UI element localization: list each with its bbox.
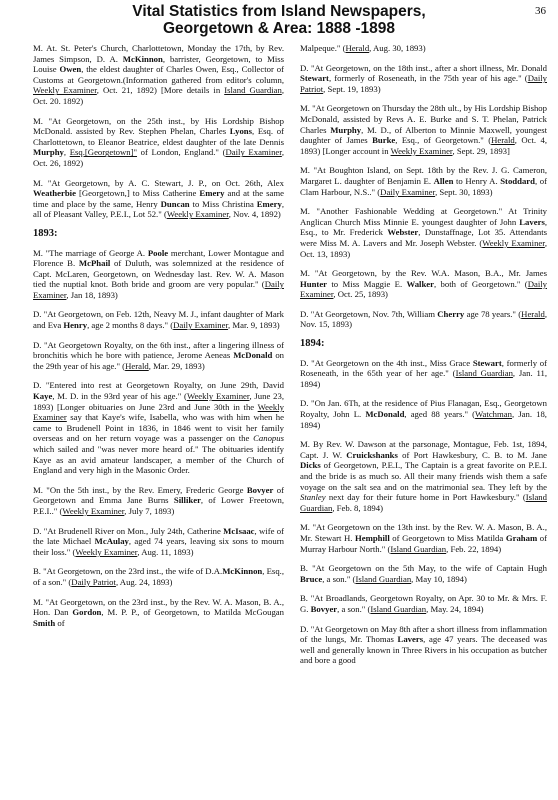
entry: D. "At Georgetown on the 4th inst., Miss Grace Stewart, formerly of Roseneath, in the 65th year of her age." (Island Guardian, Jan. 11, 1894) [300,357,547,389]
entry: M. "On the 5th inst., by the Rev. Emery, Frederic George Bovyer of Georgetown and Emma Jane Burns Silliker, of Lower Freetown, P.E.I.." (Weekly Examiner, July 7, 1893) [33,484,284,516]
entry: B. "At Georgetown, on the 23rd inst., the wife of D.A.McKinnon, Esq., of a son." (Daily Patriot, Aug. 24, 1893) [33,566,285,587]
entry: D. "At Brudenell River on Mon., July 24th, Catherine McIsaac, wife of the late Michael McAulay, aged 74 years, leaving six sons to mourn their loss." (Weekly Examiner, Aug. 11, 1893) [33,525,284,557]
entry: M. "At Georgetown, by the Rev. W.A. Mason, B.A., Mr. James Hunter to Miss Maggie E. Walker, both of Georgetown." (Daily Examiner, Oct. 25, 1893) [300,268,547,300]
entry: D. "At Georgetown Royalty, on the 6th inst., after a lingering illness of bronchitis which he bore with patience, Jerome Aeneas McDonald on the 29th year of his age." (Herald, Mar. 29, 1893) [33,339,285,371]
year-heading-1894: 1894: [300,338,325,350]
page-title [0,3,558,37]
entry: Malpeque." (Herald, Aug. 30, 1893) [300,43,426,53]
entry: M. "Another Fashionable Wedding at Georgetown." At Trinity Anglican Church Miss Minnie E. youngest daughter of John Lavers, Esq., to Mr. Frederick Webster, Dunstaffnage, Lot 35. Attendants were Miss M. A. Lavers and Mr. Joseph Webster. (Weekly Examiner, Oct. 13, 1893) [300,206,547,259]
entry: D. "At Georgetown, on Feb. 12th, Neavy M. J., infant daughter of Mark and Eva Henry, age 2 months 8 days." (Daily Examiner, Mar. 9, 1893) [33,309,284,331]
left-column [33,43,284,637]
entry: M. "At Georgetown, by A. C. Stewart, J. P., on Oct. 26th, Alex Weatherbie [Georgetown,] to Miss Catherine Emery and at the same time and place by the same, Henry Duncan to Miss Christina Emery, all of Pleasant Valley, P.E.I., Lot 52." (Weekly Examiner, Nov. 4, 1892) [33,177,285,220]
entry: D. "At Georgetown, on the 18th inst., after a short illness, Mr. Donald Stewart, formerly of Roseneath, in the 75th year of his age." (Daily Patriot, Sept. 19, 1893) [300,62,547,94]
entry: D. "On Jan. 6Th, at the residence of Pius Flanagan, Esq., Georgetown Royalty, John L. McDonald, aged 88 years." (Watchman, Jan. 18, 1894) [300,398,547,430]
entry: M. "At Boughton Island, on Sept. 18th by the Rev. J. G. Cameron, Margaret L. daughter of Benjamin E. Allen to Henry A. Stoddard, of Clam Harbour, N.S.." (Daily Examiner, Sept. 30, 1893) [300,165,547,197]
title-line-1: Vital Statistics from Island Newspapers, [132,3,426,20]
entry: M. "The marriage of George A. Poole merchant, Lower Montague and Florence B. McPhail of Duluth, was solemnized at the residence of Capt. McLaren, Georgetown, on Wednesday last. Rev. W. A. Mason tied the nuptial knot. Both bride and groom are very popular." (Daily Examiner, Jan 18, 1893) [33,247,285,300]
entry: M. "At Georgetown, on the 25th inst., by His Lordship Bishop McDonald. assisted by Rev. Stephen Phelan, Charles Lyons, Esq. of Charlottetown, to Eleanor Beatrice, eldest daughter of the late Dennis Murphy, Esq.[Georgetown]" of London, England." (Daily Examiner, Oct. 26, 1892) [33,115,285,168]
page-number: 36 [535,5,546,17]
entry: M. By Rev. W. Dawson at the parsonage, Montague, Feb. 1st, 1894, Capt. J. W. Cruickshanks of Port Hawkesbury, C. B. to M. Jane Dicks of Georgetown, P.E.I., The Captain is a great favorite on P.E.I. and the bride is as much so. All their many friends wish them a safe voyage on the salt sea and on the matrimonial sea. They left by the Stanley next day for their future home in Port Hawkesbury." (Island Guardian, Feb. 8, 1894) [300,439,547,513]
entry: D. "At Georgetown, Nov. 7th, William Cherry age 78 years." (Herald, Nov. 15, 1893) [300,308,547,330]
entry: D. "Entered into rest at Georgetown Royalty, on June 29th, David Kaye, M. D. in the 93rd year of his age." (Weekly Examiner, June 23, 1893) [Longer obituaries on June 23rd and June 30th in the Weekly Examiner say that Kaye's wife, Isabella, who was with him when he came to Brudenell Point in 1836, in 1846 went to visit her family overseas and on her return voyage was a passenger on the Canopus which sailed and "was never more heard of." The obituaries identify Kaye as an avid amateur landscaper, a member of the Church of England and very high in the Masonic Order. [33,380,284,476]
entry: M. "At Georgetown on the 13th inst. by the Rev. W. A. Mason, B. A., Mr. Stewart H. Hemphill of Georgetown to Miss Matilda Graham of Murray Harbour North." (Island Guardian, Feb. 22, 1894) [300,522,548,554]
entry: M. "At Georgetown, on the 23rd inst., by the Rev. W. A. Mason, B. A., Hon. Dan Gordon, M. P. P., of Georgetown, to Matilda McGougan Smith of [33,596,285,628]
entry: M. At. St. Peter's Church, Charlottetown, Monday the 17th, by Rev. James Simpson, D. A. McKinnon, barrister, Georgetown, to Miss Louise Owen, the eldest daughter of Charles Owen, Esq., Collector of Customs at Georgetown.(Information gathered from editor's column, Weekly Examiner, Oct. 21, 1892) [More details in Island Guardian, Oct. 20. 1892) [33,43,284,106]
right-column [300,43,547,675]
entry: D. "At Georgetown on May 8th after a short illness from inflammation of the lungs, Mr. Thomas Lavers, age 47 years. The deceased was well and generally known in Three Rivers in his occupation as butcher and bore a good [300,623,548,666]
title-line-2: Georgetown & Area: 1888 -1898 [162,20,395,37]
entry: M. "At Georgetown on Thursday the 28th ult., by His Lordship Bishop McDonald, assisted by Revs A. E. Burke and S. T. Phelan, Patrick Charles Murphy, M. D., of Alberton to Minnie Maxwell, youngest daughter of James Burke, Esq., of Georgetown." (Herald, Oct. 4, 1893) [Longer account in Weekly Examiner, Sept. 29, 1893] [300,103,547,156]
entry: B. "At Georgetown on the 5th May, to the wife of Captain Hugh Bruce, a son." (Island Guardian, May 10, 1894) [300,563,547,584]
year-heading-1893: 1893: [33,227,58,239]
entry: B. "At Broadlands, Georgetown Royalty, on Apr. 30 to Mr. & Mrs. F. G. Bovyer, a son." (Island Guardian, May. 24, 1894) [300,593,547,614]
